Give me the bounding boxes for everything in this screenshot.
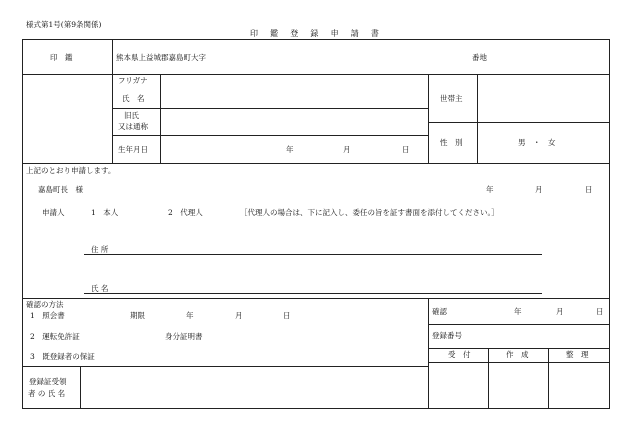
apply-day-label: 日 [585, 185, 593, 194]
confirmed-day-label: 日 [596, 307, 604, 316]
deadline-label: 期限 [130, 311, 145, 320]
deadline-year-label: 年 [186, 311, 194, 320]
proxy-address-line [84, 254, 542, 255]
confirmed-label: 確認 [432, 307, 447, 316]
proxy-name-line [84, 293, 542, 294]
apply-month-label: 月 [535, 185, 543, 194]
gender-options: 男 ・ 女 [518, 138, 556, 147]
confirm-item-inquiry: 1 照会書 [30, 311, 65, 320]
birth-month-label: 月 [343, 145, 351, 154]
confirm-item-license: 2 運転免許証 [30, 332, 80, 341]
alias-label: 又は通称 [118, 122, 148, 131]
col-organized: 整 理 [566, 350, 589, 359]
form-title: 印 鑑 登 録 申 請 書 [250, 29, 384, 38]
banchi-label: 番地 [472, 53, 487, 62]
former-name-label: 旧氏 [124, 111, 139, 120]
confirmed-month-label: 月 [556, 307, 564, 316]
name-label: 氏 名 [122, 94, 145, 103]
deadline-month-label: 月 [235, 311, 243, 320]
applicant-option-proxy: 2 代理人 [168, 208, 203, 217]
recipient-name-label: 者 の 氏 名 [28, 389, 66, 398]
confirm-id-card: 身分証明書 [165, 332, 203, 341]
furigana-label: フリガナ [118, 76, 148, 85]
proxy-note: ［代理人の場合は、下に記入し、委任の旨を証す書面を添付してください。］ [240, 208, 499, 217]
col-received: 受 付 [448, 350, 471, 359]
address-prefix: 熊本県上益城郡嘉島町大字 [116, 53, 206, 62]
confirmation-method-label: 確認の方法 [26, 300, 64, 309]
household-head-label: 世帯主 [440, 94, 463, 103]
applicant-option-self: 1 本人 [91, 208, 119, 217]
registration-number-label: 登録番号 [432, 331, 462, 340]
form-number: 様式第1号(第9条関係) [26, 20, 102, 29]
birth-day-label: 日 [402, 145, 410, 154]
seal-label: 印 鑑 [50, 53, 73, 62]
apply-year-label: 年 [486, 185, 494, 194]
deadline-day-label: 日 [283, 311, 291, 320]
col-created: 作 成 [506, 350, 529, 359]
gender-label: 性 別 [440, 138, 463, 147]
proxy-name-label: 氏 名 [91, 284, 109, 293]
birth-label: 生年月日 [118, 145, 148, 154]
proxy-address-label: 住 所 [91, 245, 109, 254]
birth-year-label: 年 [286, 145, 294, 154]
statement: 上記のとおり申請します。 [26, 166, 116, 175]
confirm-item-guarantee: 3 既登録者の保証 [30, 352, 95, 361]
applicant-label: 申請人 [42, 208, 65, 217]
addressee: 嘉島町長 様 [38, 185, 83, 194]
confirmed-year-label: 年 [514, 307, 522, 316]
recipient-label: 登録証受領 [29, 377, 67, 386]
